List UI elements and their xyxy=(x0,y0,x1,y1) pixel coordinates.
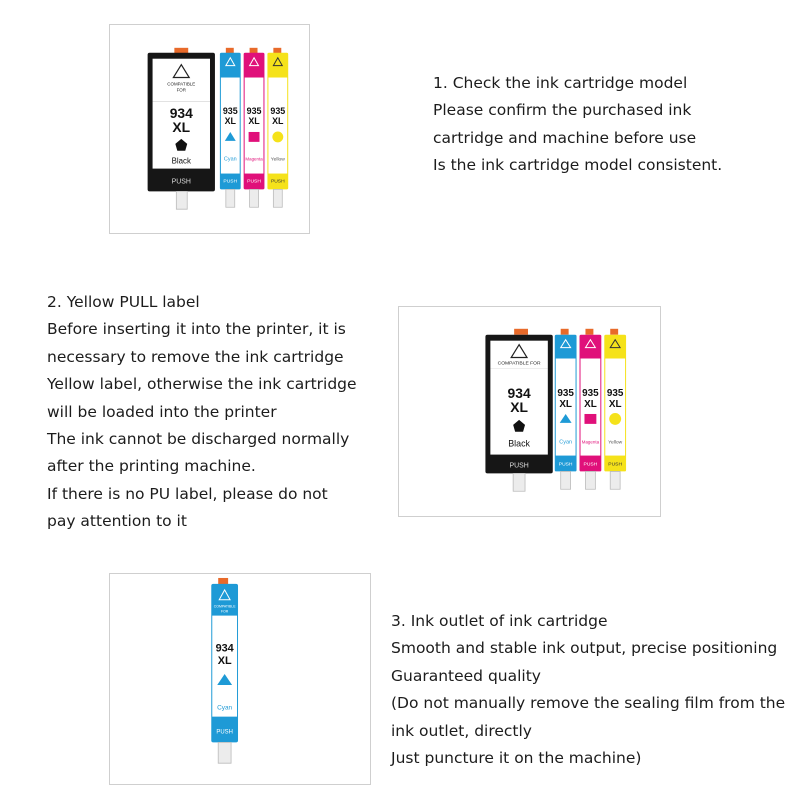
black-cartridge xyxy=(148,48,215,209)
single-cyan-name-label: Cyan xyxy=(217,704,233,712)
yellow-cartridge xyxy=(267,48,288,207)
section-line: pay attention to it xyxy=(47,512,187,531)
compat-line1: COMPATIBLE xyxy=(167,81,196,87)
single-push-label: PUSH xyxy=(216,729,233,736)
black-cartridge xyxy=(485,329,552,491)
cyan-model-number: 935 xyxy=(557,388,574,400)
black-push-label: PUSH xyxy=(171,178,191,186)
compat-line2: FOR xyxy=(220,609,229,614)
cyan-push-label: PUSH xyxy=(223,179,238,185)
magenta-model-number: 935 xyxy=(246,106,262,117)
section-line: will be loaded into the printer xyxy=(47,402,277,421)
section-ink-outlet xyxy=(391,608,785,772)
section-line: Yellow label, otherwise the ink cartridge xyxy=(47,375,357,394)
section-line: If there is no PU label, please do not xyxy=(47,484,328,503)
black-model-number: 934 xyxy=(169,105,193,122)
black-model-number: 934 xyxy=(507,385,531,402)
magenta-cartridge xyxy=(244,48,265,207)
circle-icon xyxy=(272,131,283,142)
cartridge-set-photo xyxy=(109,24,310,234)
black-push-label: PUSH xyxy=(509,462,529,470)
black-size-label: XL xyxy=(172,118,191,135)
yellow-cartridge xyxy=(604,329,626,489)
magenta-model-number: 935 xyxy=(582,388,599,400)
circle-icon xyxy=(609,413,621,425)
single-model-number: 934 xyxy=(215,642,234,655)
black-name-label: Black xyxy=(508,438,530,449)
square-icon xyxy=(249,132,260,142)
section-line: (Do not manually remove the sealing film from the xyxy=(391,694,786,713)
cyan-cartridge xyxy=(220,48,241,207)
section-line: Please confirm the purchased ink xyxy=(433,101,692,120)
yellow-push-label: PUSH xyxy=(608,462,623,468)
cyan-size-label: XL xyxy=(559,399,572,411)
section-line: Before inserting it into the printer, it is xyxy=(47,320,346,339)
section-heading: 1. Check the ink cartridge model xyxy=(433,74,688,92)
cyan-push-label: PUSH xyxy=(558,462,573,468)
single-size-label: XL xyxy=(217,655,232,668)
cyan-name-label: Cyan xyxy=(223,156,237,163)
magenta-size-label: XL xyxy=(248,116,260,127)
section-line: cartridge and machine before use xyxy=(433,128,697,147)
square-icon xyxy=(584,414,596,424)
section-line: Guaranteed quality xyxy=(391,666,541,685)
cartridge-set-photo-2 xyxy=(398,306,661,517)
compat-label: COMPATIBLE FOR xyxy=(497,361,541,367)
single-cartridge-illustration xyxy=(110,574,370,784)
section-line: after the printing machine. xyxy=(47,457,256,476)
section-yellow-pull-label xyxy=(47,289,357,536)
cartridge-set-illustration-2 xyxy=(399,307,660,516)
cyan-size-label: XL xyxy=(224,116,236,127)
magenta-cartridge xyxy=(580,329,602,489)
magenta-size-label: XL xyxy=(584,399,597,411)
section-heading: 2. Yellow PULL label xyxy=(47,293,200,311)
yellow-push-label: PUSH xyxy=(270,179,285,185)
yellow-name-label: Yellow xyxy=(270,157,285,163)
single-cartridge-photo xyxy=(109,573,371,785)
section-line: Is the ink cartridge model consistent. xyxy=(433,156,723,175)
compat-line2: FOR xyxy=(176,87,186,93)
cyan-cartridge xyxy=(555,329,577,489)
yellow-model-number: 935 xyxy=(606,388,624,400)
section-line: ink outlet, directly xyxy=(391,721,532,740)
black-name-label: Black xyxy=(171,156,191,166)
compat-line1: COMPATIBLE xyxy=(213,604,236,609)
single-cyan-cartridge xyxy=(211,578,238,763)
cartridge-set-illustration xyxy=(110,25,309,233)
black-size-label: XL xyxy=(510,398,528,415)
section-heading: 3. Ink outlet of ink cartridge xyxy=(391,612,608,630)
magenta-push-label: PUSH xyxy=(583,462,598,468)
magenta-push-label: PUSH xyxy=(247,179,261,185)
cyan-model-number: 935 xyxy=(222,106,238,117)
yellow-size-label: XL xyxy=(272,116,284,127)
yellow-model-number: 935 xyxy=(270,106,286,117)
magenta-name-label: Magenta xyxy=(581,439,600,445)
section-line: The ink cannot be discharged normally xyxy=(47,430,350,449)
section-line: necessary to remove the ink cartridge xyxy=(47,347,344,366)
yellow-size-label: XL xyxy=(608,399,622,411)
magenta-name-label: Magenta xyxy=(245,156,263,162)
section-line: Smooth and stable ink output, precise positioning xyxy=(391,639,778,658)
cyan-name-label: Cyan xyxy=(559,439,573,446)
yellow-name-label: Yellow xyxy=(608,440,623,446)
section-check-model xyxy=(433,70,722,180)
section-line: Just puncture it on the machine) xyxy=(391,749,642,768)
